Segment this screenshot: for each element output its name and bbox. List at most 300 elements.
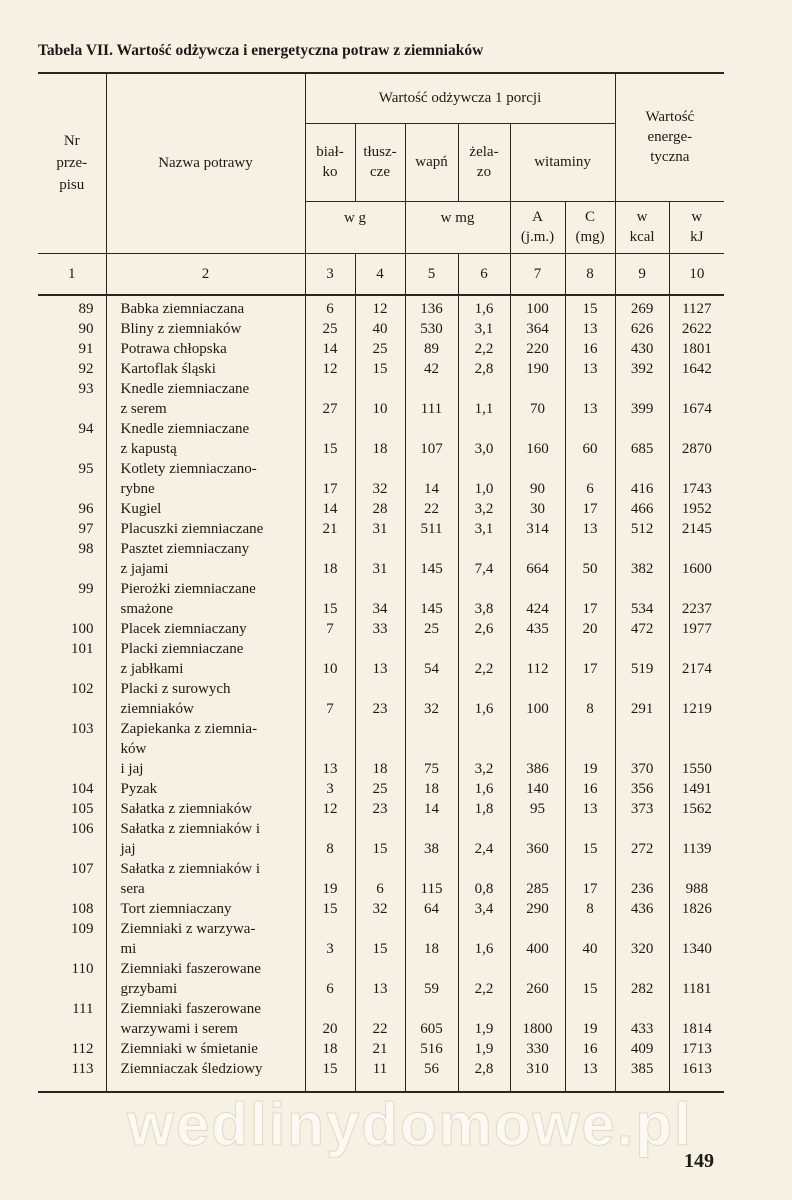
cell-tluszcze: 25 [355, 779, 405, 799]
table-row [38, 359, 724, 379]
cell-vitamin-c: 17 [565, 639, 615, 679]
cell-zelazo: 2,4 [458, 819, 510, 859]
header-bialko: biał- ko [305, 123, 355, 201]
table-row [38, 679, 724, 719]
cell-vitamin-a: 95 [510, 799, 565, 819]
cell-dish-name: Knedle ziemniaczane z serem [106, 379, 305, 419]
cell-dish-name: Kugiel [106, 499, 305, 519]
cell-bialko: 18 [305, 539, 355, 579]
cell-dish-name: Placki z surowych ziemniaków [106, 679, 305, 719]
cell-tluszcze: 23 [355, 799, 405, 819]
table-row [38, 1059, 724, 1092]
cell-kcal: 356 [615, 779, 669, 799]
cell-dish-name: Sałatka z ziemniaków i jaj [106, 819, 305, 859]
cell-bialko: 14 [305, 499, 355, 519]
cell-kj: 1181 [669, 959, 724, 999]
cell-zelazo: 2,8 [458, 359, 510, 379]
table-row [38, 999, 724, 1039]
cell-vitamin-c: 60 [565, 419, 615, 459]
cell-tluszcze: 15 [355, 819, 405, 859]
cell-nr: 97 [38, 519, 106, 539]
cell-wapn: 59 [405, 959, 458, 999]
cell-vitamin-c: 13 [565, 1059, 615, 1092]
cell-bialko: 18 [305, 1039, 355, 1059]
cell-tluszcze: 40 [355, 319, 405, 339]
cell-vitamin-a: 140 [510, 779, 565, 799]
cell-vitamin-a: 112 [510, 639, 565, 679]
cell-zelazo: 2,2 [458, 959, 510, 999]
cell-bialko: 21 [305, 519, 355, 539]
cell-bialko: 6 [305, 959, 355, 999]
table-row [38, 959, 724, 999]
cell-zelazo: 0,8 [458, 859, 510, 899]
header-unit-kj: w kJ [669, 201, 724, 253]
header-unit-g: w g [305, 201, 405, 253]
cell-tluszcze: 10 [355, 379, 405, 419]
cell-kj: 2870 [669, 419, 724, 459]
cell-zelazo: 3,2 [458, 719, 510, 779]
cell-vitamin-a: 400 [510, 919, 565, 959]
cell-wapn: 111 [405, 379, 458, 419]
cell-kcal: 370 [615, 719, 669, 779]
header-unit-kcal: w kcal [615, 201, 669, 253]
column-numbers-row [38, 253, 724, 295]
cell-zelazo: 3,8 [458, 579, 510, 619]
table-row [38, 719, 724, 779]
cell-zelazo: 3,4 [458, 899, 510, 919]
table-row [38, 619, 724, 639]
cell-kcal: 385 [615, 1059, 669, 1092]
cell-bialko: 25 [305, 319, 355, 339]
cell-tluszcze: 21 [355, 1039, 405, 1059]
table-title: Tabela VII. Wartość odżywcza i energetyczna potraw z ziemniaków [38, 42, 484, 59]
header-nutrition-group: Wartość odżywcza 1 porcji [305, 73, 615, 123]
cell-vitamin-a: 100 [510, 679, 565, 719]
cell-tluszcze: 12 [355, 295, 405, 319]
cell-wapn: 89 [405, 339, 458, 359]
table-row [38, 499, 724, 519]
cell-bialko: 7 [305, 679, 355, 719]
cell-tluszcze: 32 [355, 899, 405, 919]
cell-nr: 111 [38, 999, 106, 1039]
cell-dish-name: Placki ziemniaczane z jabłkami [106, 639, 305, 679]
cell-nr: 96 [38, 499, 106, 519]
table-row [38, 519, 724, 539]
cell-wapn: 511 [405, 519, 458, 539]
header-unit-c: C (mg) [565, 201, 615, 253]
cell-kcal: 269 [615, 295, 669, 319]
cell-dish-name: Sałatka z ziemniaków i sera [106, 859, 305, 899]
cell-vitamin-c: 13 [565, 379, 615, 419]
cell-nr: 92 [38, 359, 106, 379]
cell-bialko: 12 [305, 799, 355, 819]
cell-dish-name: Tort ziemniaczany [106, 899, 305, 919]
cell-nr: 110 [38, 959, 106, 999]
table-row [38, 339, 724, 359]
cell-nr: 104 [38, 779, 106, 799]
cell-bialko: 15 [305, 419, 355, 459]
cell-vitamin-c: 50 [565, 539, 615, 579]
table-body [38, 295, 724, 1092]
cell-tluszcze: 23 [355, 679, 405, 719]
cell-kcal: 320 [615, 919, 669, 959]
table-header [38, 73, 724, 295]
cell-bialko: 3 [305, 919, 355, 959]
cell-vitamin-a: 290 [510, 899, 565, 919]
table-row [38, 379, 724, 419]
cell-kcal: 430 [615, 339, 669, 359]
table-row [38, 899, 724, 919]
cell-zelazo: 1,6 [458, 679, 510, 719]
cell-tluszcze: 31 [355, 539, 405, 579]
cell-kcal: 291 [615, 679, 669, 719]
cell-kj: 988 [669, 859, 724, 899]
cell-kj: 1977 [669, 619, 724, 639]
cell-wapn: 75 [405, 719, 458, 779]
cell-bialko: 6 [305, 295, 355, 319]
cell-vitamin-c: 13 [565, 319, 615, 339]
column-number: 7 [510, 253, 565, 295]
cell-vitamin-c: 17 [565, 499, 615, 519]
cell-wapn: 115 [405, 859, 458, 899]
cell-nr: 108 [38, 899, 106, 919]
cell-nr: 90 [38, 319, 106, 339]
cell-vitamin-a: 220 [510, 339, 565, 359]
table-row [38, 579, 724, 619]
cell-kj: 1219 [669, 679, 724, 719]
cell-nr: 100 [38, 619, 106, 639]
cell-kcal: 519 [615, 639, 669, 679]
cell-nr: 102 [38, 679, 106, 719]
cell-kcal: 399 [615, 379, 669, 419]
cell-kcal: 392 [615, 359, 669, 379]
cell-dish-name: Babka ziemniaczana [106, 295, 305, 319]
column-number: 8 [565, 253, 615, 295]
cell-vitamin-c: 13 [565, 799, 615, 819]
cell-bialko: 12 [305, 359, 355, 379]
table-row [38, 1039, 724, 1059]
table-row [38, 819, 724, 859]
header-witaminy: witaminy [510, 123, 615, 201]
cell-wapn: 107 [405, 419, 458, 459]
cell-kj: 1814 [669, 999, 724, 1039]
cell-kcal: 409 [615, 1039, 669, 1059]
column-number: 10 [669, 253, 724, 295]
cell-wapn: 22 [405, 499, 458, 519]
cell-tluszcze: 15 [355, 919, 405, 959]
cell-kj: 1952 [669, 499, 724, 519]
cell-zelazo: 1,9 [458, 999, 510, 1039]
cell-tluszcze: 33 [355, 619, 405, 639]
cell-nr: 105 [38, 799, 106, 819]
cell-tluszcze: 13 [355, 959, 405, 999]
header-zelazo: żela- zo [458, 123, 510, 201]
cell-tluszcze: 22 [355, 999, 405, 1039]
cell-vitamin-a: 1800 [510, 999, 565, 1039]
cell-vitamin-c: 40 [565, 919, 615, 959]
cell-zelazo: 1,1 [458, 379, 510, 419]
cell-nr: 99 [38, 579, 106, 619]
cell-vitamin-a: 330 [510, 1039, 565, 1059]
column-number: 9 [615, 253, 669, 295]
column-number: 2 [106, 253, 305, 295]
column-number: 5 [405, 253, 458, 295]
cell-vitamin-c: 17 [565, 579, 615, 619]
cell-tluszcze: 18 [355, 719, 405, 779]
cell-dish-name: Kotlety ziemniaczano- rybne [106, 459, 305, 499]
cell-vitamin-a: 386 [510, 719, 565, 779]
cell-vitamin-c: 8 [565, 679, 615, 719]
header-unit-a: A (j.m.) [510, 201, 565, 253]
cell-dish-name: Potrawa chłopska [106, 339, 305, 359]
cell-nr: 93 [38, 379, 106, 419]
cell-kcal: 436 [615, 899, 669, 919]
cell-kj: 1491 [669, 779, 724, 799]
cell-zelazo: 3,1 [458, 519, 510, 539]
cell-wapn: 64 [405, 899, 458, 919]
cell-nr: 91 [38, 339, 106, 359]
cell-wapn: 25 [405, 619, 458, 639]
cell-zelazo: 3,0 [458, 419, 510, 459]
cell-tluszcze: 28 [355, 499, 405, 519]
cell-zelazo: 1,6 [458, 919, 510, 959]
cell-dish-name: Kartoflak śląski [106, 359, 305, 379]
header-nr: Nr prze- pisu [38, 73, 106, 253]
cell-zelazo: 2,6 [458, 619, 510, 639]
nutrition-table [38, 72, 724, 1093]
watermark: wedlinydomowe.pl [127, 1091, 693, 1158]
cell-vitamin-a: 314 [510, 519, 565, 539]
table-row [38, 779, 724, 799]
cell-wapn: 32 [405, 679, 458, 719]
cell-nr: 106 [38, 819, 106, 859]
cell-dish-name: Pyzak [106, 779, 305, 799]
cell-nr: 112 [38, 1039, 106, 1059]
cell-vitamin-c: 16 [565, 1039, 615, 1059]
cell-bialko: 3 [305, 779, 355, 799]
cell-kcal: 534 [615, 579, 669, 619]
cell-vitamin-a: 90 [510, 459, 565, 499]
cell-nr: 109 [38, 919, 106, 959]
cell-dish-name: Zapiekanka z ziemnia- ków i jaj [106, 719, 305, 779]
column-number: 1 [38, 253, 106, 295]
cell-vitamin-c: 6 [565, 459, 615, 499]
cell-bialko: 15 [305, 1059, 355, 1092]
cell-dish-name: Bliny z ziemniaków [106, 319, 305, 339]
cell-dish-name: Ziemniaczak śledziowy [106, 1059, 305, 1092]
cell-zelazo: 1,0 [458, 459, 510, 499]
cell-wapn: 14 [405, 799, 458, 819]
cell-vitamin-a: 664 [510, 539, 565, 579]
cell-vitamin-a: 285 [510, 859, 565, 899]
cell-vitamin-a: 70 [510, 379, 565, 419]
table-row [38, 799, 724, 819]
cell-dish-name: Sałatka z ziemniaków [106, 799, 305, 819]
cell-dish-name: Pasztet ziemniaczany z jajami [106, 539, 305, 579]
cell-vitamin-c: 19 [565, 719, 615, 779]
cell-wapn: 56 [405, 1059, 458, 1092]
cell-kj: 1642 [669, 359, 724, 379]
cell-tluszcze: 15 [355, 359, 405, 379]
cell-vitamin-c: 16 [565, 339, 615, 359]
cell-nr: 98 [38, 539, 106, 579]
cell-kcal: 466 [615, 499, 669, 519]
cell-bialko: 7 [305, 619, 355, 639]
cell-kj: 2145 [669, 519, 724, 539]
cell-kcal: 236 [615, 859, 669, 899]
cell-kj: 1801 [669, 339, 724, 359]
cell-bialko: 13 [305, 719, 355, 779]
cell-nr: 101 [38, 639, 106, 679]
cell-tluszcze: 34 [355, 579, 405, 619]
cell-kj: 1562 [669, 799, 724, 819]
cell-vitamin-c: 15 [565, 819, 615, 859]
cell-bialko: 14 [305, 339, 355, 359]
cell-bialko: 15 [305, 579, 355, 619]
cell-vitamin-c: 19 [565, 999, 615, 1039]
cell-tluszcze: 13 [355, 639, 405, 679]
cell-dish-name: Ziemniaki faszerowane warzywami i serem [106, 999, 305, 1039]
cell-wapn: 136 [405, 295, 458, 319]
cell-vitamin-a: 160 [510, 419, 565, 459]
cell-kcal: 626 [615, 319, 669, 339]
column-number: 6 [458, 253, 510, 295]
cell-nr: 89 [38, 295, 106, 319]
cell-kj: 1600 [669, 539, 724, 579]
cell-kj: 2237 [669, 579, 724, 619]
header-unit-mg: w mg [405, 201, 510, 253]
table-row [38, 319, 724, 339]
cell-kcal: 382 [615, 539, 669, 579]
cell-wapn: 516 [405, 1039, 458, 1059]
cell-kcal: 416 [615, 459, 669, 499]
column-number: 4 [355, 253, 405, 295]
table-row [38, 859, 724, 899]
cell-vitamin-c: 13 [565, 359, 615, 379]
cell-bialko: 15 [305, 899, 355, 919]
cell-nr: 113 [38, 1059, 106, 1092]
cell-zelazo: 2,2 [458, 639, 510, 679]
cell-kcal: 433 [615, 999, 669, 1039]
table-row [38, 459, 724, 499]
cell-kcal: 512 [615, 519, 669, 539]
cell-zelazo: 2,2 [458, 339, 510, 359]
header-energy-group: Wartość energe- tyczna [615, 73, 724, 201]
cell-tluszcze: 6 [355, 859, 405, 899]
cell-vitamin-a: 190 [510, 359, 565, 379]
cell-kcal: 282 [615, 959, 669, 999]
cell-wapn: 145 [405, 579, 458, 619]
cell-kj: 1743 [669, 459, 724, 499]
cell-vitamin-c: 17 [565, 859, 615, 899]
cell-zelazo: 1,6 [458, 295, 510, 319]
cell-vitamin-a: 364 [510, 319, 565, 339]
cell-kj: 1826 [669, 899, 724, 919]
cell-kj: 1127 [669, 295, 724, 319]
cell-kj: 2174 [669, 639, 724, 679]
cell-tluszcze: 11 [355, 1059, 405, 1092]
cell-kcal: 472 [615, 619, 669, 639]
cell-vitamin-c: 15 [565, 959, 615, 999]
cell-wapn: 530 [405, 319, 458, 339]
cell-zelazo: 3,2 [458, 499, 510, 519]
cell-nr: 107 [38, 859, 106, 899]
cell-tluszcze: 31 [355, 519, 405, 539]
header-name: Nazwa potrawy [106, 73, 305, 253]
cell-dish-name: Ziemniaki z warzywa- mi [106, 919, 305, 959]
cell-nr: 94 [38, 419, 106, 459]
table-row [38, 919, 724, 959]
cell-wapn: 18 [405, 779, 458, 799]
cell-kj: 1340 [669, 919, 724, 959]
page-number: 149 [684, 1150, 714, 1172]
cell-vitamin-a: 360 [510, 819, 565, 859]
cell-vitamin-a: 260 [510, 959, 565, 999]
cell-vitamin-c: 15 [565, 295, 615, 319]
cell-nr: 103 [38, 719, 106, 779]
cell-dish-name: Ziemniaki w śmietanie [106, 1039, 305, 1059]
cell-zelazo: 1,9 [458, 1039, 510, 1059]
table-row [38, 639, 724, 679]
cell-vitamin-c: 20 [565, 619, 615, 639]
cell-vitamin-c: 8 [565, 899, 615, 919]
cell-bialko: 19 [305, 859, 355, 899]
cell-vitamin-c: 16 [565, 779, 615, 799]
cell-vitamin-a: 435 [510, 619, 565, 639]
cell-wapn: 14 [405, 459, 458, 499]
cell-zelazo: 3,1 [458, 319, 510, 339]
header-tluszcze: tłusz- cze [355, 123, 405, 201]
cell-kj: 2622 [669, 319, 724, 339]
cell-dish-name: Pierożki ziemniaczane smażone [106, 579, 305, 619]
cell-bialko: 20 [305, 999, 355, 1039]
cell-zelazo: 7,4 [458, 539, 510, 579]
table-row [38, 295, 724, 319]
cell-bialko: 17 [305, 459, 355, 499]
cell-wapn: 38 [405, 819, 458, 859]
table-row [38, 419, 724, 459]
cell-tluszcze: 18 [355, 419, 405, 459]
cell-kj: 1613 [669, 1059, 724, 1092]
cell-vitamin-a: 100 [510, 295, 565, 319]
cell-kj: 1674 [669, 379, 724, 419]
cell-vitamin-a: 310 [510, 1059, 565, 1092]
cell-bialko: 8 [305, 819, 355, 859]
cell-bialko: 27 [305, 379, 355, 419]
cell-vitamin-a: 30 [510, 499, 565, 519]
column-number: 3 [305, 253, 355, 295]
cell-kj: 1550 [669, 719, 724, 779]
cell-dish-name: Placuszki ziemniaczane [106, 519, 305, 539]
cell-bialko: 10 [305, 639, 355, 679]
cell-nr: 95 [38, 459, 106, 499]
cell-dish-name: Knedle ziemniaczane z kapustą [106, 419, 305, 459]
table-row [38, 539, 724, 579]
cell-zelazo: 1,8 [458, 799, 510, 819]
cell-vitamin-c: 13 [565, 519, 615, 539]
cell-zelazo: 2,8 [458, 1059, 510, 1092]
cell-kcal: 373 [615, 799, 669, 819]
cell-wapn: 605 [405, 999, 458, 1039]
cell-wapn: 42 [405, 359, 458, 379]
cell-wapn: 18 [405, 919, 458, 959]
cell-kj: 1713 [669, 1039, 724, 1059]
cell-wapn: 54 [405, 639, 458, 679]
cell-vitamin-a: 424 [510, 579, 565, 619]
cell-tluszcze: 25 [355, 339, 405, 359]
cell-dish-name: Placek ziemniaczany [106, 619, 305, 639]
cell-zelazo: 1,6 [458, 779, 510, 799]
